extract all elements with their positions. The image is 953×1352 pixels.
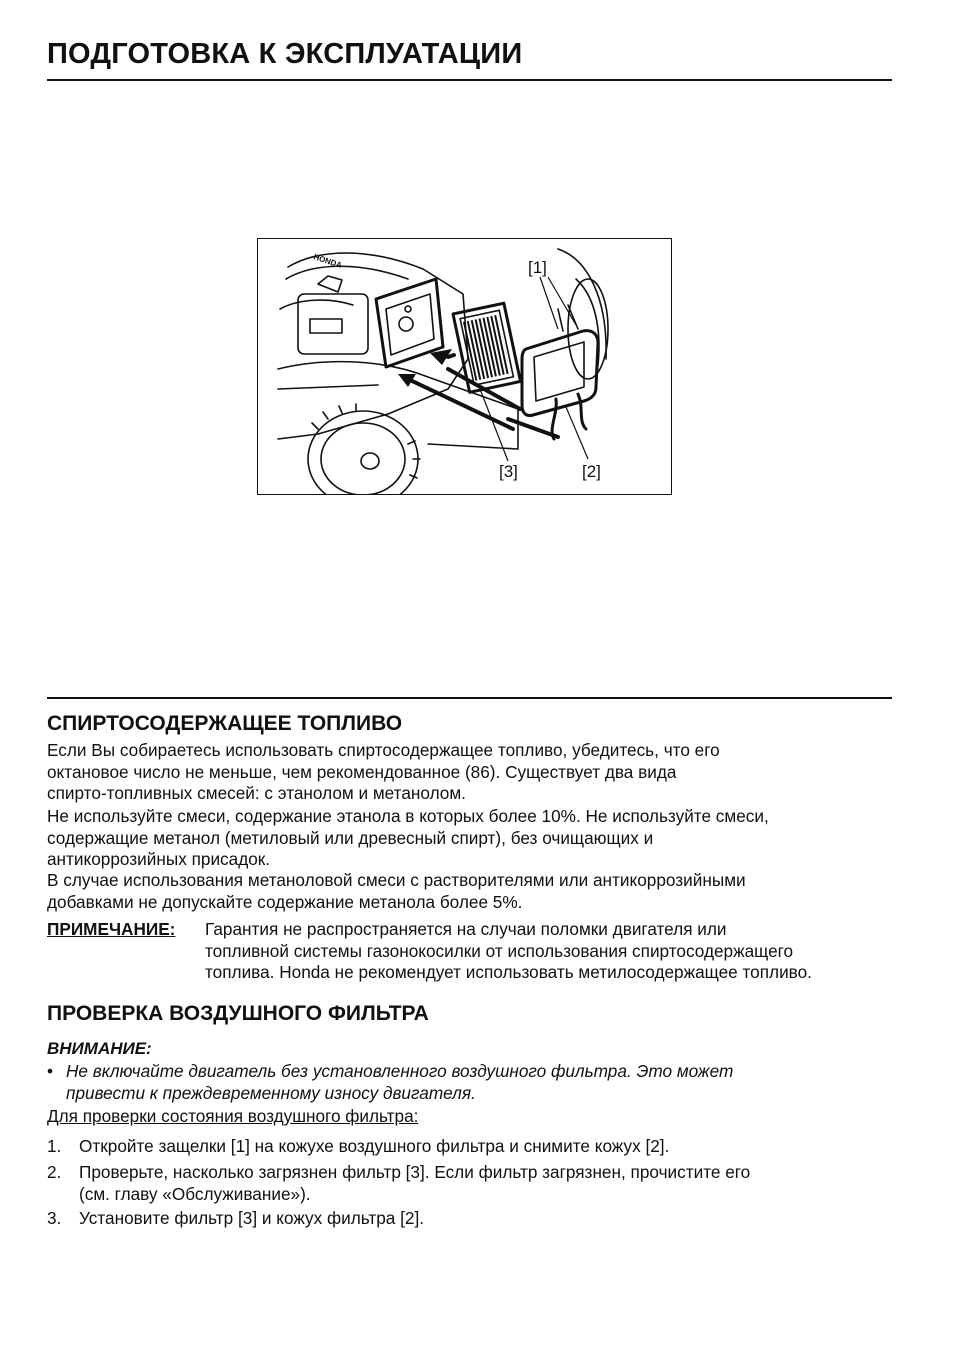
callout-cover: [2]: [582, 462, 601, 481]
fuel-section-heading: СПИРТОСОДЕРЖАЩЕЕ ТОПЛИВО: [47, 712, 403, 735]
fuel-paragraph-1: Если Вы собираетесь использовать спиртосодержащее топливо, убедитесь, что его октановое число не меньше, чем рекомендованное (86). Существует два вида спирто-топливных смесей: с этанолом и метанолом.: [47, 740, 720, 803]
section-divider: [47, 697, 892, 699]
step-text: Установите фильтр [3] и кожух фильтра [2].: [79, 1208, 425, 1228]
step-number: 1.: [47, 1136, 62, 1156]
step-text: Откройте защелки [1] на кожухе воздушного фильтра и снимите кожух [2].: [79, 1136, 670, 1156]
title-divider: [47, 79, 892, 81]
lawnmower-drawing: [258, 239, 672, 495]
callout-latch: [1]: [528, 258, 547, 277]
warning-bullet: •: [47, 1061, 54, 1081]
fuel-paragraph-2: Не используйте смеси, содержание этанола в которых более 10%. Не используйте смеси, содержащие метанол (метиловый или древесный спирт), без очищающих и антикоррозийных присадок.: [47, 806, 769, 869]
note-text: Гарантия не распространяется на случаи поломки двигателя или топливной системы газонокосилки от использования спиртосодержащего топлива. Honda не рекомендует использовать метилосодержащее топливо.: [205, 919, 812, 982]
brand-label: HONDA: [312, 252, 344, 270]
step-number: 2.: [47, 1162, 62, 1182]
filter-section-heading: ПРОВЕРКА ВОЗДУШНОГО ФИЛЬТРА: [47, 1002, 429, 1025]
air-filter-illustration: [257, 238, 672, 495]
step-text: Проверьте, насколько загрязнен фильтр [3]. Если фильтр загрязнен, прочистите его (см. главу «Обслуживание»).: [79, 1162, 751, 1204]
page-title: ПОДГОТОВКА К ЭКСПЛУАТАЦИИ: [47, 38, 523, 70]
warning-label: ВНИМАНИЕ:: [47, 1039, 152, 1058]
note-label: ПРИМЕЧАНИЕ:: [47, 919, 176, 939]
fuel-paragraph-3: В случае использования метаноловой смеси с растворителями или антикоррозийными добавками не допускайте содержание метанола более 5%.: [47, 870, 746, 912]
procedure-intro: Для проверки состояния воздушного фильтра:: [47, 1106, 419, 1126]
callout-filter: [3]: [499, 462, 518, 481]
step-number: 3.: [47, 1208, 62, 1228]
warning-text: Не включайте двигатель без установленного воздушного фильтра. Это может привести к преждевременному износу двигателя.: [66, 1061, 734, 1103]
